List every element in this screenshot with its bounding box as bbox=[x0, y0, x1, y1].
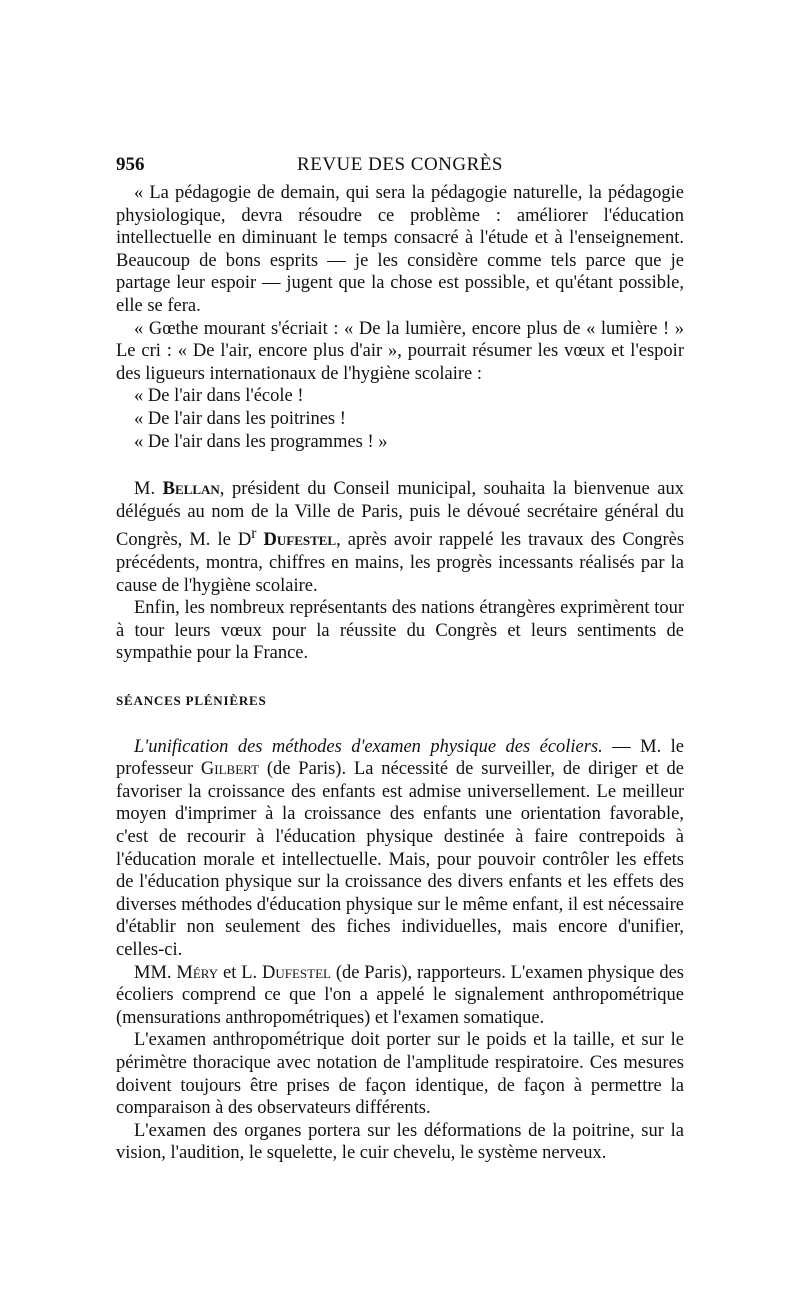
person-name: Méry bbox=[176, 962, 219, 983]
person-name: Dufestel bbox=[263, 530, 337, 551]
section-paragraph: L'examen anthropométrique doit porter sur le poids et la taille, et sur le périmètre thoracique avec notation de l'amplitude respiratoire. Ces mesures doivent toujours être prises de façon identique, de façon à permettre la comparaison à des observateurs différents. bbox=[116, 1030, 684, 1119]
paper-title: L'unification des méthodes d'examen physique des écoliers. bbox=[134, 736, 603, 757]
quote-line: « De l'air dans les poitrines ! bbox=[134, 408, 346, 429]
text-run: et L. bbox=[218, 962, 262, 983]
quote-line: « De l'air dans l'école ! bbox=[134, 386, 304, 407]
person-name: Bellan bbox=[162, 479, 220, 500]
section-paragraph bbox=[116, 962, 684, 1030]
superscript: r bbox=[251, 525, 257, 543]
quote-paragraph: « Gœthe mourant s'écriait : « De la lumière, encore plus de « lumière ! » Le cri : « De l'air, encore plus d'air », pourrait résumer les vœux et l'espoir des ligueurs internationaux de l'hygiène scolaire : bbox=[116, 318, 684, 384]
text-run: (de Paris). La nécessité de surveiller, de diriger et de favoriser la croissance des enfants est admise universellement. Le meilleur moyen d'imprimer à la croissance des enfants une orientation favorable, c'est de recourir à l'éducation physique destinée à faire contrepoids à l'éducation morale et intellectuelle. Mais, pour pouvoir contrôler les effets de l'éducation physique sur la croissance des divers enfants et les effets des diverses méthodes d'éducation physique sur le même enfant, il est nécessaire d'établir non seulement des fiches individuelles, mais encore d'unifier, celles-ci. bbox=[116, 759, 684, 960]
text-run: M. bbox=[134, 479, 163, 500]
section-heading: SÉANCES PLÉNIÈRES bbox=[116, 693, 267, 709]
person-name: Dufestel bbox=[261, 962, 331, 983]
page-number: 956 bbox=[116, 154, 145, 175]
quote-line: « De l'air dans les programmes ! » bbox=[134, 431, 388, 452]
text-run: (de Paris), rapporteurs. L'examen physique des écoliers comprend ce que l'on a appelé le signalement anthropométrique (mensurations anthropométriques) et l'examen somatique. bbox=[116, 962, 685, 1028]
text-run: , après avoir rappelé les travaux des Congrès précédents, montra, chiffres en mains, les progrès incessants réalisés par la cause de l'hygiène scolaire. bbox=[116, 530, 685, 596]
section-paragraph bbox=[116, 736, 684, 962]
quote-paragraph: « La pédagogie de demain, qui sera la pédagogie naturelle, la pédagogie physiologique, devra résoudre ce problème : améliorer l'éducation intellectuelle en diminuant le temps consacré à l'étude et à l'enseignement. Beaucoup de bons esprits — je les considère comme tels parce que je partage leur espoir — jugent que la chose est possible, et qu'étant possible, elle se fera. bbox=[116, 183, 684, 316]
opening-paragraph bbox=[116, 478, 684, 597]
opening-paragraph: Enfin, les nombreux représentants des nations étrangères exprimèrent tour à tour leurs vœux pour la réussite du Congrès et leurs sentiments de sympathie pour la France. bbox=[116, 598, 684, 664]
running-title: REVUE DES CONGRÈS bbox=[297, 154, 503, 175]
text-run: — M. le professeur bbox=[116, 736, 684, 780]
text-run: MM. bbox=[134, 962, 177, 983]
person-name: Gilbert bbox=[200, 759, 259, 780]
section-paragraph: L'examen des organes portera sur les déformations de la poitrine, sur la vision, l'audition, le squelette, le cuir chevelu, le système nerveux. bbox=[116, 1120, 684, 1164]
body-text bbox=[116, 182, 684, 1165]
text-run: , président du Conseil municipal, souhaita la bienvenue aux délégués au nom de la Ville de Paris, puis le dévoué secrétaire général du Congrès, M. le D bbox=[116, 479, 685, 551]
